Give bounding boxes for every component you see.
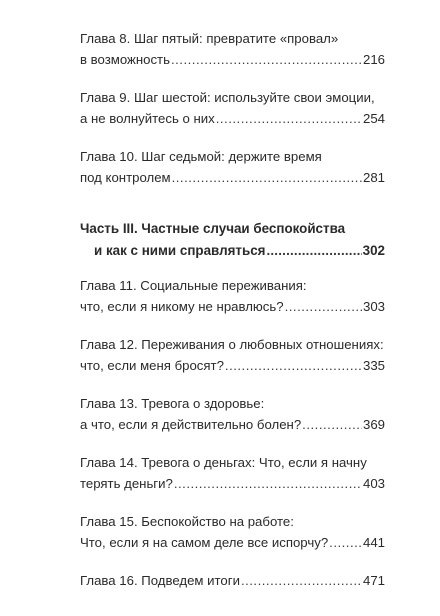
- toc-part-title-cont: и как с ними справляться: [94, 243, 266, 258]
- dot-leader: [266, 240, 361, 262]
- toc-entry-title-cont: а не волнуйтесь о них: [80, 111, 215, 126]
- toc-page-number: 403: [362, 476, 385, 491]
- toc-entry-title-cont: а что, если я действительно болен?: [80, 417, 302, 432]
- toc-part-heading: [80, 218, 385, 262]
- toc-entry-title: Глава 9. Шаг шестой: используйте свои эмоции,: [80, 90, 375, 105]
- toc-entry-title-cont: что, если меня бросят?: [80, 358, 224, 373]
- toc-page-number: 303: [362, 299, 385, 314]
- toc-entry-title-cont: в возможность: [80, 52, 170, 67]
- toc-entry-title-cont: Что, если я на самом деле все испорчу?: [80, 535, 329, 550]
- dot-leader: [241, 570, 362, 591]
- toc-entry-title-cont: что, если я никому не нравлюсь?: [80, 299, 284, 314]
- dot-leader: [174, 473, 362, 494]
- toc-entry-title: Глава 13. Тревога о здоровье:: [80, 396, 265, 411]
- toc-page-number: 254: [362, 111, 385, 126]
- toc-page-number: 471: [362, 573, 385, 588]
- toc-entry-chapter-13: [80, 393, 385, 435]
- toc-page-number: 281: [362, 170, 385, 185]
- dot-leader: [302, 414, 362, 435]
- toc-entry-title: Глава 16. Подведем итоги: [80, 573, 240, 588]
- toc-entry-title: Глава 10. Шаг седьмой: держите время: [80, 149, 322, 164]
- toc-page-number: 369: [362, 417, 385, 432]
- dot-leader: [225, 355, 362, 376]
- dot-leader: [329, 532, 362, 553]
- toc-entry-chapter-14: [80, 452, 385, 494]
- dot-leader: [171, 49, 362, 70]
- toc-entry-chapter-10: [80, 146, 385, 188]
- toc-entry-chapter-12: [80, 334, 385, 376]
- toc-part-title: Часть III. Частные случаи беспокойства: [80, 221, 346, 236]
- toc-page-number: 441: [362, 535, 385, 550]
- dot-leader: [285, 296, 362, 317]
- toc-entry-chapter-15: [80, 511, 385, 553]
- toc-entry-title: Глава 14. Тревога о деньгах: Что, если я начну: [80, 455, 367, 470]
- toc-entry-chapter-16: [80, 570, 385, 591]
- dot-leader: [172, 167, 362, 188]
- toc-entry-title: Глава 11. Социальные переживания:: [80, 278, 307, 293]
- toc-entry-title: Глава 8. Шаг пятый: превратите «провал»: [80, 31, 339, 46]
- dot-leader: [216, 108, 362, 129]
- toc-page-number: 335: [362, 358, 385, 373]
- toc-entry-chapter-8: [80, 28, 385, 70]
- table-of-contents: [80, 28, 385, 591]
- toc-entry-title-cont: под контролем: [80, 170, 171, 185]
- toc-page-number: 302: [362, 243, 385, 258]
- toc-entry-title: Глава 12. Переживания о любовных отношениях:: [80, 337, 384, 352]
- toc-entry-chapter-11: [80, 275, 385, 317]
- toc-page-number: 216: [362, 52, 385, 67]
- toc-entry-chapter-9: [80, 87, 385, 129]
- toc-entry-title: Глава 15. Беспокойство на работе:: [80, 514, 294, 529]
- toc-entry-title-cont: терять деньги?: [80, 476, 173, 491]
